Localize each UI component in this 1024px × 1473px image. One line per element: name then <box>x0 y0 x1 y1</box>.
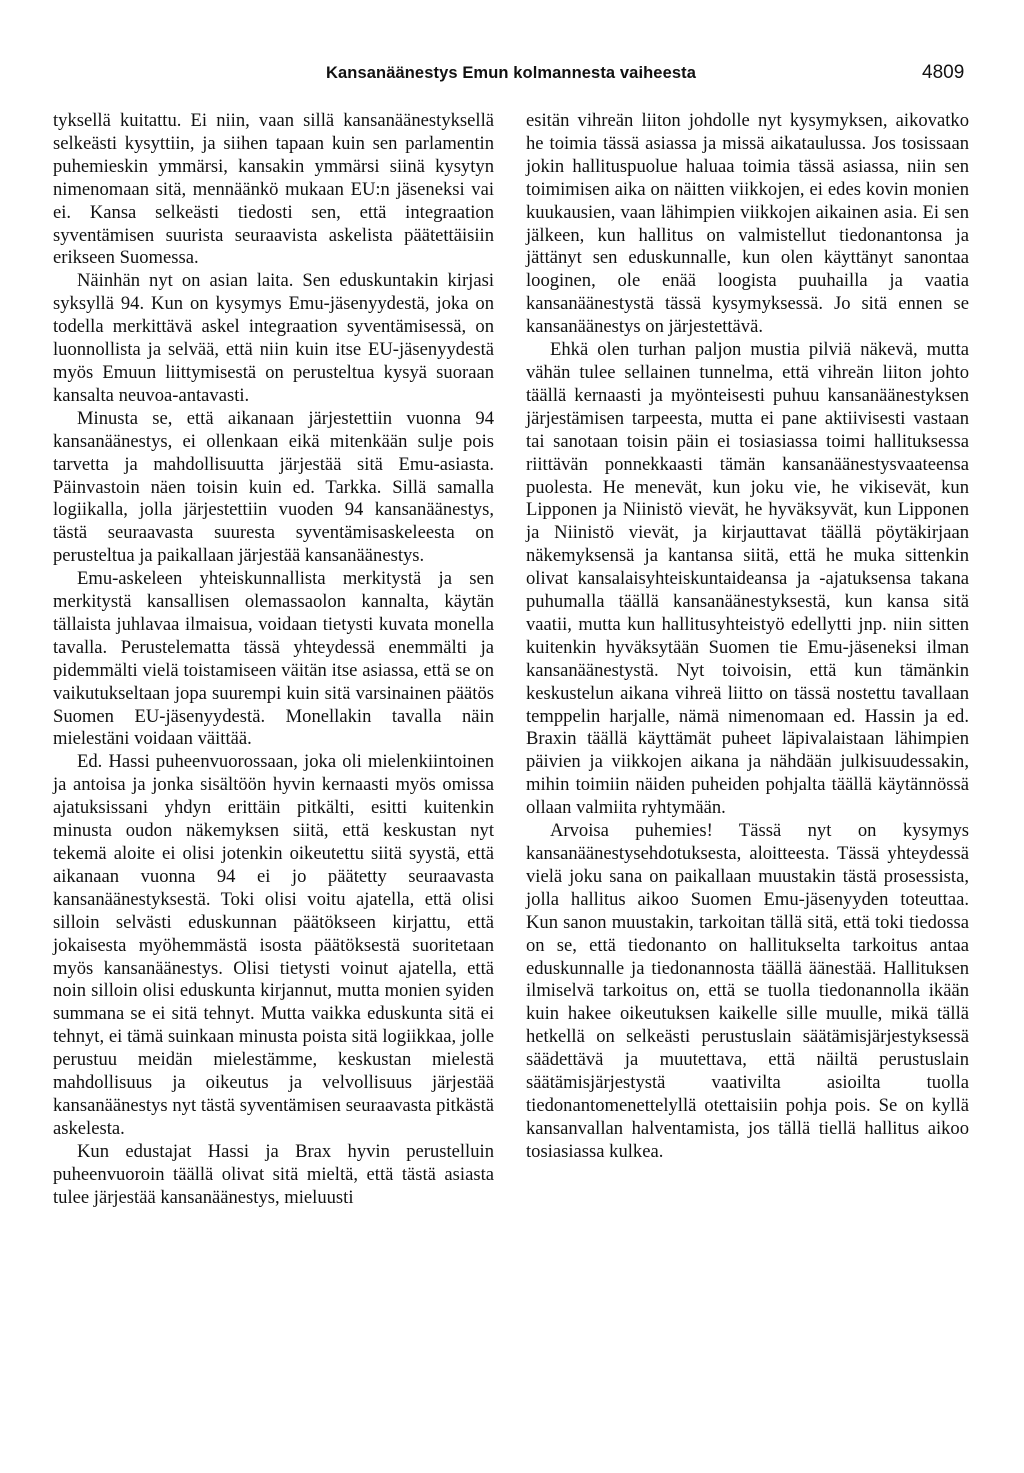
running-header <box>0 60 1024 90</box>
paragraph: tyksellä kuitattu. Ei niin, vaan sillä kansanäänestyksellä selkeästi kysyttiin, ja siihen tapaan kuin sen parlamentin puhemieskin ymmärsi, kansakin ymmärsi siinä kysytyn nimenomaan sitä, mennäänkö mukaan EU:n jäseneksi vai ei. Kansa selkeästi tiedosti sen, että integraation syventämisen suurista seuraavista askelista päätettäisiin erikseen Suomessa. <box>53 110 494 269</box>
paragraph: Kun edustajat Hassi ja Brax hyvin perustelluin puheenvuoroin täällä olivat sitä mieltä, että tästä asiasta tulee järjestää kansanäänestys, mieluusti <box>53 1140 494 1208</box>
paragraph: Minusta se, että aikanaan järjestettiin vuonna 94 kansanäänestys, ei ollenkaan eikä mitenkään sulje pois tarvetta ja mahdollisuutta järjestää sitä Emu-asiasta. Päinvastoin näen toisin kuin ed. Tarkka. Sillä samalla logiikalla, jolla järjestettiin vuoden 94 kansanäänestys, tästä seuraavasta suuresta syventämisaskeleesta on perusteltua ja paikallaan järjestää kansanäänestys. <box>53 407 494 567</box>
page-number: 4809 <box>922 62 965 83</box>
right-column <box>526 110 969 1164</box>
running-title: Kansanäänestys Emun kolmannesta vaiheesta <box>326 64 697 82</box>
paragraph: esitän vihreän liiton johdolle nyt kysymyksen, aikovatko he toimia tässä asiassa ja missä aikataulussa. Jos tosissaan jokin hallituspuolue haluaa toimia tässä asiassa, niin sen toimimisen aika on näitten viikkojen, ei edes kovin monien kuukausien, vaan lähimpien viikkojen aikainen asia. Ei sen jälkeen, kun hallitus on valmistellut tiedonantonsa ja jättänyt sen eduskunnalle, kun olen käyttänyt sanontaa looginen, ole enää loogista puuhailla ja vaatia kansanäänestystä tässä kysymyksessä. Jo sitä ennen se kansanäänestys on järjestettävä. <box>526 110 969 338</box>
paragraph: Arvoisa puhemies! Tässä nyt on kysymys kansanäänestysehdotuksesta, aloitteesta. Tässä yhteydessä vielä joku sana on paikallaan muustakin tästä prosessista, jolla hallitus aikoo Suomen Emu-jäsenyyden toteuttaa. Kun sanon muustakin, tarkoitan tällä sitä, että toki tiedossa on se, että tiedonanto on hallitukselta tarkoitus antaa eduskunnalle ja tiedonannosta täällä äänestää. Hallituksen ilmiselvä tarkoitus on, että se tuolla tiedonannolla ikään kuin hakee oikeutuksen kaikelle sille muulle, mikä tällä hetkellä on selkeästi perustuslain säätämisjärjestyksessä säädettävä ja muutettava, että näiltä perustuslain säätämisjärjestystä vaativilta asioilta tuolla tiedonantomenettelyllä otettaisiin pohja pois. Se on kyllä kansanvallan halventamista, jos tällä tiellä hallitus aikoo tosiasiassa kulkea. <box>526 820 969 1162</box>
paragraph: Ed. Hassi puheenvuorossaan, joka oli mielenkiintoinen ja antoisa ja jonka sisältöön hyvin kernaasti myös omissa ajatuksissani yhdyn erittäin pitkälti, esitti kuitenkin minusta oudon näkemyksen siitä, että keskustan nyt tekemä aloite ei olisi jotenkin oikeutettu siitä syystä, että aikanaan vuonna 94 ei jo päätetty seuraavasta kansanäänestyksestä. Toki olisi voitu ajatella, että olisi silloin selvästi eduskunnan päätökseen kirjattu, että jokaisesta myöhemmästä isosta päätöksestä suoritetaan myös kansanäänestys. Olisi tietysti voinut ajatella, että noin silloin olisi eduskunta kirjannut, mutta monien syiden summana se ei sitä tehnyt. Mutta vaikka eduskunta sitä ei tehnyt, ei tämä suinkaan minusta poista sitä logiikkaa, jolle perustuu meidän mielestämme, keskustan mielestä mahdollisuus ja oikeutus ja velvollisuus järjestää kansanäänestys nyt tästä syventämisen seuraavasta pitkästä askelesta. <box>53 751 494 1139</box>
paragraph: Emu-askeleen yhteiskunnallista merkitystä ja sen merkitystä kansallisen olemassaolon kannalta, käytän tällaista juhlavaa ilmaisua, voidaan tietysti kuvata monella tavalla. Perustelematta tässä yhteydessä enemmälti ja pidemmälti vielä toistamiseen väitän itse asiassa, että se on vaikutukseltaan jopa suurempi kuin sitä varsinainen päätös Suomen EU-jäsenyydestä. Monellakin tavalla näin mielestäni voidaan väittää. <box>53 568 494 750</box>
paragraph: Ehkä olen turhan paljon mustia pilviä näkevä, mutta vähän tulee sellainen tunnelma, että vihreän liiton johto täällä kernaasti ja myönteisesti puhuu kansanäänestyksen järjestämisen tarpeesta, mutta ei pane aktiivisesti vastaan tai sanotaan toisin päin ei tosiasiassa toimi hallituksessa riittävän ponnekkaasti tämän kansanäänestysvaateensa puolesta. He menevät, kun joku vie, he vikisevät, kun Lipponen ja Niinistö vievät, he hyväksyvät, kun Lipponen ja Niinistö vievät, ja kirjauttavat täällä pöytäkirjaan näkemyksensä ja kantansa siitä, että he muka sittenkin olivat kansalaisyhteiskuntaideansa ja -ajatuksensa takana puhumalla täällä kansanäänestyksestä, kun kansa sitä vaatii, mutta kun hallitusyhteistyö edellytti jnp. niin sitten kuitenkin hyväksytään Suomen tie Emu-jäseneksi ilman kansanäänestystä. Nyt toivoisin, että kun tämänkin keskustelun aikana vihreä liitto on tässä nostettu tavallaan temppelin harjalle, nämä nimenomaan ed. Hassin ja ed. Braxin täällä käyttämät puheet läpivalaistaan lähimpien päivien ja viikkojen aikana ja nähdään julkisuudessakin, mihin toimiin näiden puheiden pohjalta täällä käytännössä ollaan valmiita ryhtymään. <box>526 339 969 819</box>
left-column <box>53 110 494 1210</box>
paragraph: Näinhän nyt on asian laita. Sen eduskuntakin kirjasi syksyllä 94. Kun on kysymys Emu-jäsenyydestä, joka on todella merkittävä askel integraation syventämisessä, on luonnollista ja selvää, että niin kuin itse EU-jäsenyydestä myös Emuun liittymisestä on perusteltua kysyä suoraan kansalta neuvoa-antavasti. <box>53 270 494 406</box>
